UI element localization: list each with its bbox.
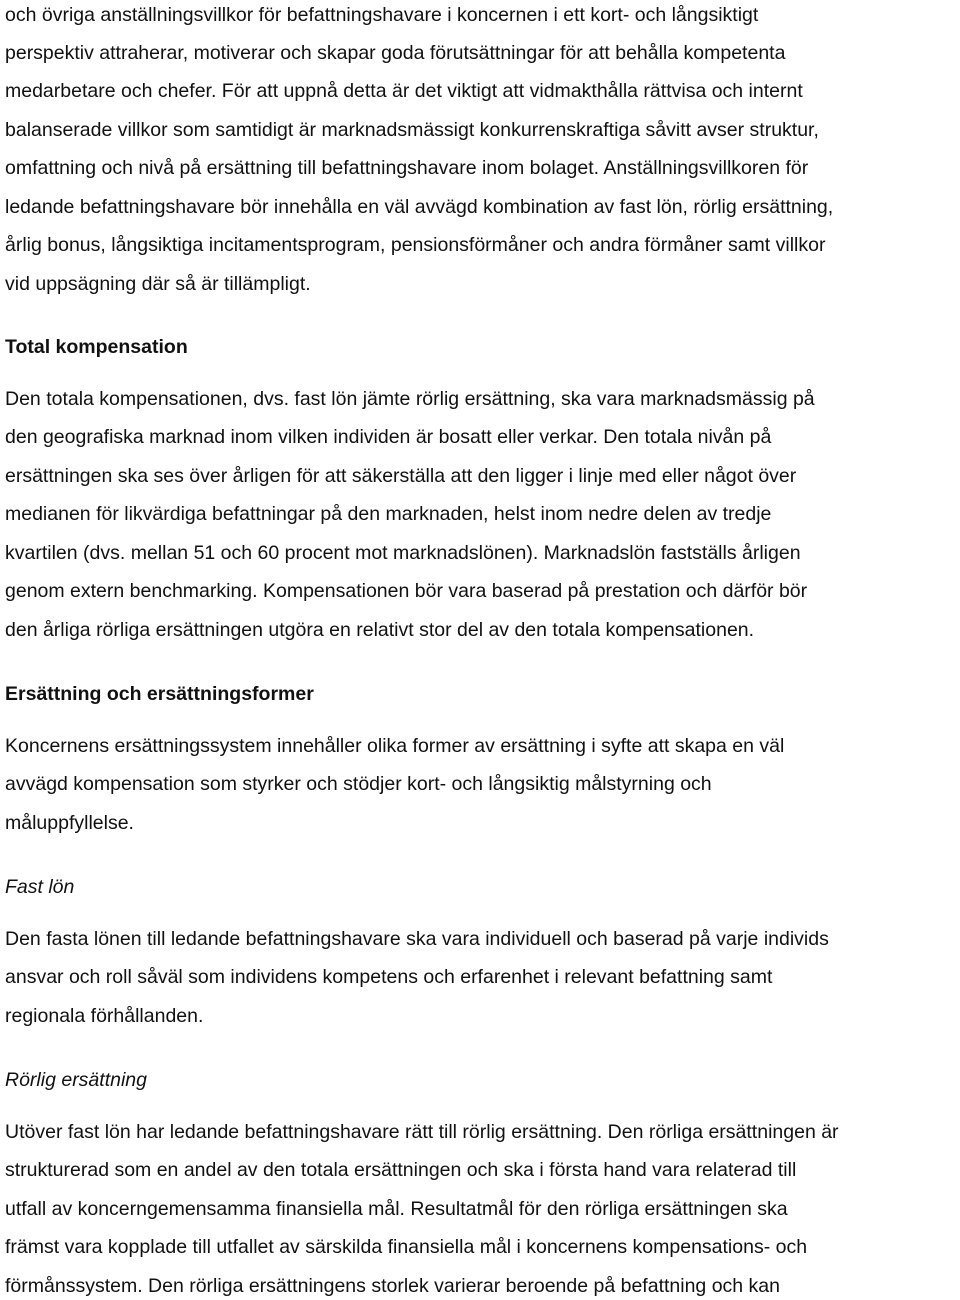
- text-line: främst vara kopplade till utfallet av särskilda finansiella mål i koncernens kompensations- och: [5, 1236, 808, 1258]
- text-line: utfall av koncerngemensamma finansiella mål. Resultatmål för den rörliga ersättningen ska: [5, 1198, 788, 1220]
- text-line: kvartilen (dvs. mellan 51 och 60 procent mot marknadslönen). Marknadslön fastställs årligen: [5, 542, 801, 564]
- subheading-fixed-salary: Fast lön: [5, 876, 75, 898]
- text-line: den geografiska marknad inom vilken individen är bosatt eller verkar. Den totala nivån på: [5, 426, 772, 448]
- text-line: den årliga rörliga ersättningen utgöra en relativt stor del av den totala kompensationen.: [5, 619, 755, 641]
- text-line: årlig bonus, långsiktiga incitamentsprogram, pensionsförmåner och andra förmåner samt villkor: [5, 234, 826, 256]
- text-line: medarbetare och chefer. För att uppnå detta är det viktigt att vidmakthålla rättvisa och internt: [5, 80, 803, 102]
- text-line: avvägd kompensation som styrker och stödjer kort- och långsiktig målstyrning och: [5, 773, 712, 795]
- text-line: Den totala kompensationen, dvs. fast lön jämte rörlig ersättning, ska vara marknadsmässig på: [5, 388, 815, 410]
- text-line: förmånssystem. Den rörliga ersättningens storlek varierar beroende på befattning och kan: [5, 1275, 780, 1297]
- text-line: strukturerad som en andel av den totala ersättningen och ska i första hand vara relaterad till: [5, 1159, 797, 1181]
- text-line: vid uppsägning där så är tillämpligt.: [5, 273, 311, 295]
- text-line: perspektiv attraherar, motiverar och skapar goda förutsättningar för att behålla kompetenta: [5, 42, 786, 64]
- section-heading-total-compensation: Total kompensation: [5, 336, 188, 358]
- text-line: genom extern benchmarking. Kompensationen bör vara baserad på prestation och därför bör: [5, 580, 808, 602]
- text-line: medianen för likvärdiga befattningar på den marknaden, helst inom nedre delen av tredje: [5, 503, 772, 525]
- text-line: ansvar och roll såväl som individens kompetens och erfarenhet i relevant befattning samt: [5, 966, 773, 988]
- text-line: måluppfyllelse.: [5, 812, 134, 834]
- text-line: ersättningen ska ses över årligen för att säkerställa att den ligger i linje med eller något över: [5, 465, 797, 487]
- text-line: regionala förhållanden.: [5, 1005, 204, 1027]
- section-heading-compensation-forms: Ersättning och ersättningsformer: [5, 683, 314, 705]
- subheading-variable-pay: Rörlig ersättning: [5, 1069, 147, 1091]
- text-line: Utöver fast lön har ledande befattningshavare rätt till rörlig ersättning. Den rörliga ersättningen är: [5, 1121, 839, 1143]
- text-line: balanserade villkor som samtidigt är marknadsmässigt konkurrenskraftiga såvitt avser struktur,: [5, 119, 819, 141]
- text-line: ledande befattningshavare bör innehålla en väl avvägd kombination av fast lön, rörlig ersättning,: [5, 196, 834, 218]
- text-line: omfattning och nivå på ersättning till befattningshavare inom bolaget. Anställningsvillkoren för: [5, 157, 809, 179]
- text-line: Den fasta lönen till ledande befattningshavare ska vara individuell och baserad på varje individs: [5, 928, 829, 950]
- text-line: och övriga anställningsvillkor för befattningshavare i koncernen i ett kort- och långsiktigt: [5, 4, 759, 26]
- text-line: Koncernens ersättningssystem innehåller olika former av ersättning i syfte att skapa en väl: [5, 735, 785, 757]
